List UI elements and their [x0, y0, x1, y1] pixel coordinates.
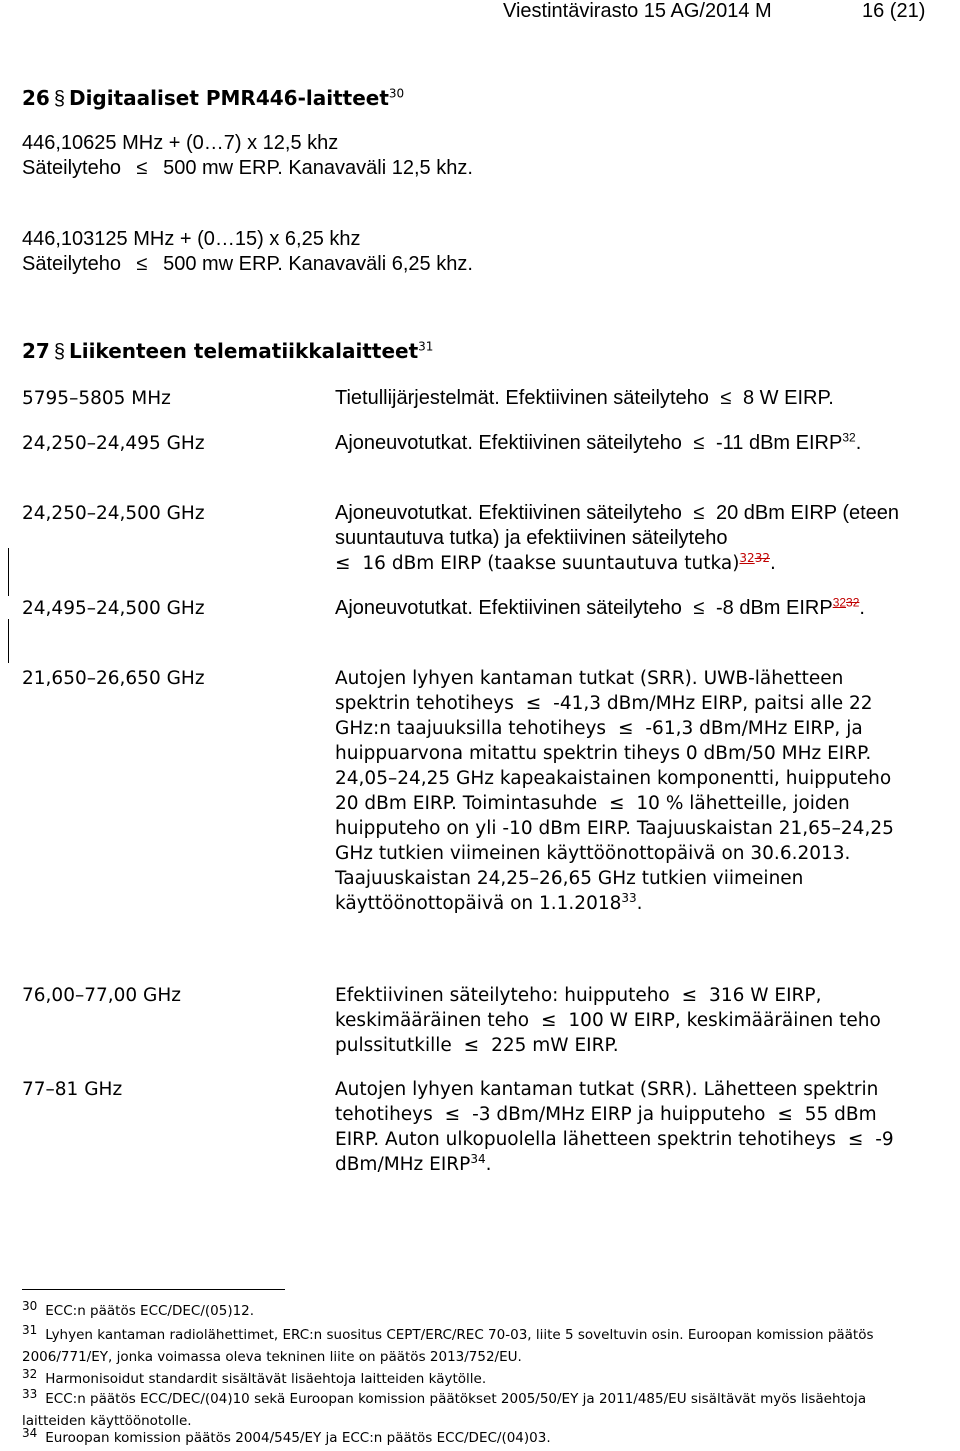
frequency-band: 21,650–26,650 GHz: [22, 668, 205, 689]
section-number: 26: [22, 86, 50, 110]
text: Säteilyteho: [22, 157, 121, 179]
text: .: [859, 597, 865, 619]
footnote-ref: 31: [418, 339, 434, 354]
section-symbol: §: [53, 88, 65, 110]
footnote-ref: 30: [388, 86, 405, 101]
frequency-band: 76,00–77,00 GHz: [22, 985, 182, 1006]
text: 225 mW EIRP.: [491, 1035, 619, 1056]
page-header: [0, 0, 960, 30]
frequency-band: 24,250–24,500 GHz: [22, 503, 205, 524]
row-description: [335, 983, 915, 1058]
footnote-number: 34: [22, 1425, 38, 1440]
pmr-block-2-freq: 446,103125 MHz + (0…15) x 6,25 khz: [22, 228, 361, 250]
row-description: [335, 501, 925, 576]
text: 500 mw ERP. Kanavaväli 6,25 khz.: [163, 253, 473, 275]
row-description: [335, 386, 925, 411]
footnote-text: ECC:n päätös ECC/DEC/(05)12.: [45, 1303, 255, 1319]
pmr-block-2: [22, 227, 473, 277]
footnote-ref: 33: [621, 890, 637, 905]
less-equal-icon: ≤: [777, 1104, 793, 1125]
text: -3 dBm/MHz EIRP ja huipputeho: [472, 1104, 766, 1125]
less-equal-icon: ≤: [541, 1010, 557, 1031]
pmr-block-2-power: [22, 252, 473, 277]
section-title: Liikenteen telematiikkalaitteet: [68, 339, 419, 363]
text: 20 dBm EIRP (eteen suuntautuva tutka) ja efektiivinen säteilyteho: [335, 502, 900, 549]
pmr-block-1: [22, 131, 473, 181]
footnote-ref: 34: [470, 1151, 486, 1166]
frequency-band: 24,250–24,495 GHz: [22, 433, 205, 454]
text: Ajoneuvotutkat. Efektiivinen säteilyteho: [335, 597, 682, 619]
less-equal-icon: ≤: [335, 553, 351, 574]
text: 8 W EIRP.: [742, 387, 834, 409]
footnote-number: 30: [22, 1298, 38, 1313]
text: .: [636, 893, 643, 914]
section-symbol: §: [53, 341, 65, 363]
less-equal-icon: ≤: [609, 793, 625, 814]
text: 16 dBm EIRP (taakse suuntautuva tutka): [362, 553, 740, 574]
less-equal-icon: ≤: [847, 1129, 864, 1150]
footnote-text: ECC:n päätös ECC/DEC/(04)10 sekä Euroopan komission päätökset 2005/50/EY ja 2011/485/EU sisältävät myös lisäehtoja laitteiden käyttöönotolle.: [22, 1391, 867, 1429]
footnote-number: 32: [22, 1366, 38, 1381]
text: -8 dBm EIRP: [715, 597, 833, 619]
footnote: [22, 1300, 922, 1322]
less-equal-icon: ≤: [720, 387, 732, 409]
row-description: [335, 1077, 910, 1177]
less-equal-icon: ≤: [617, 718, 634, 739]
section-27-heading: [22, 339, 433, 364]
less-equal-icon: ≤: [525, 693, 542, 714]
text-line: [335, 501, 925, 551]
text: 316 W EIRP, keskimääräinen teho: [335, 985, 822, 1031]
footnote-number: 33: [22, 1386, 38, 1401]
footnote-ref: 32: [739, 550, 755, 565]
footnote-separator: [22, 1289, 285, 1290]
row-description: [335, 666, 920, 916]
less-equal-icon: ≤: [136, 157, 148, 179]
text: Ajoneuvotutkat. Efektiivinen säteilyteho: [335, 432, 682, 454]
less-equal-icon: ≤: [693, 597, 705, 619]
text: .: [769, 553, 776, 574]
footnote-ref: 32: [832, 595, 847, 610]
deleted-footnote-ref: 32: [846, 595, 860, 610]
header-page-number: 16 (21): [862, 0, 926, 22]
header-organization: Viestintävirasto 15 AG/2014 M: [503, 0, 772, 22]
footnote-text: Lyhyen kantaman radiolähettimet, ERC:n suositus CEPT/ERC/REC 70-03, liite 5 soveltuvin osin. Euroopan komission päätös 2006/771/EY, jonka voimassa oleva tekninen liite on päätös 2013/752/EU.: [22, 1327, 874, 1365]
footnote-number: 31: [22, 1322, 38, 1337]
section-number: 27: [22, 339, 50, 363]
text: .: [485, 1154, 492, 1175]
text: Säteilyteho: [22, 253, 121, 275]
text: Autojen lyhyen kantaman tutkat (SRR). UWB-lähetteen spektrin tehotiheys: [335, 668, 844, 714]
section-title: Digitaaliset PMR446-laitteet: [68, 86, 389, 110]
text: 10 % lähetteille, joiden huipputeho on yli -10 dBm EIRP. Taajuuskaistan 21,65–24,25 GHz tutkien viimeinen käyttöönottopäivä on 30.6.2013. Taajuuskaistan 24,25–26,65 GHz tutkien viimeinen käyttöönottopäivä on 1.1.2018: [335, 793, 894, 914]
change-bar: [8, 619, 9, 663]
text: -41,3 dBm/MHz EIRP, paitsi alle 22 GHz:n taajuuksilla tehotiheys: [335, 693, 873, 739]
text: -9 dBm/MHz EIRP: [335, 1129, 894, 1175]
text: Ajoneuvotutkat. Efektiivinen säteilyteho: [335, 502, 682, 524]
text: Efektiivinen säteilyteho: huipputeho: [335, 985, 670, 1006]
pmr-block-1-freq: 446,10625 MHz + (0…7) x 12,5 khz: [22, 132, 339, 154]
footnote-text: Euroopan komission päätös 2004/545/EY ja ECC:n päätös ECC/DEC/(04)03.: [45, 1430, 551, 1446]
frequency-band: 24,495–24,500 GHz: [22, 598, 205, 619]
text: Tietullijärjestelmät. Efektiivinen säteilyteho: [335, 387, 709, 409]
text: 55 dBm EIRP. Auton ulkopuolella lähetteen spektrin tehotiheys: [335, 1104, 877, 1150]
pmr-block-1-power: [22, 156, 473, 181]
text: 100 W EIRP, keskimääräinen teho pulssitutkille: [335, 1010, 881, 1056]
text: 24,05–24,25 GHz kapeakaistainen komponentti, huipputeho 20 dBm EIRP. Toimintasuhde: [335, 768, 892, 814]
less-equal-icon: ≤: [693, 432, 705, 454]
text: Autojen lyhyen kantaman tutkat (SRR). Lähetteen spektrin tehotiheys: [335, 1079, 879, 1125]
deleted-footnote-ref: 32: [754, 550, 770, 565]
less-equal-icon: ≤: [136, 253, 148, 275]
footnote-ref: 32: [842, 430, 856, 445]
row-description: [335, 431, 875, 456]
text: .: [855, 432, 862, 454]
section-26-heading: [22, 86, 404, 111]
footnote-text: Harmonisoidut standardit sisältävät lisäehtoja laitteiden käytölle.: [45, 1371, 487, 1387]
footnote: [22, 1388, 922, 1432]
text: 500 mw ERP. Kanavaväli 12,5 khz.: [163, 157, 473, 179]
frequency-band: 5795–5805 MHz: [22, 388, 171, 409]
row-description: [335, 596, 875, 621]
less-equal-icon: ≤: [444, 1104, 461, 1125]
less-equal-icon: ≤: [681, 985, 698, 1006]
change-bar: [8, 548, 9, 596]
footnote: [22, 1368, 922, 1390]
less-equal-icon: ≤: [693, 502, 705, 524]
less-equal-icon: ≤: [463, 1035, 480, 1056]
text: -11 dBm EIRP: [715, 432, 843, 454]
text-line: [335, 551, 925, 576]
footnote: [22, 1427, 922, 1449]
footnote: [22, 1324, 922, 1368]
frequency-band: 77–81 GHz: [22, 1079, 123, 1100]
text: -61,3 dBm/MHz EIRP, ja huippuarvona mitattu spektrin tiheys 0 dBm/50 MHz EIRP.: [335, 718, 872, 764]
